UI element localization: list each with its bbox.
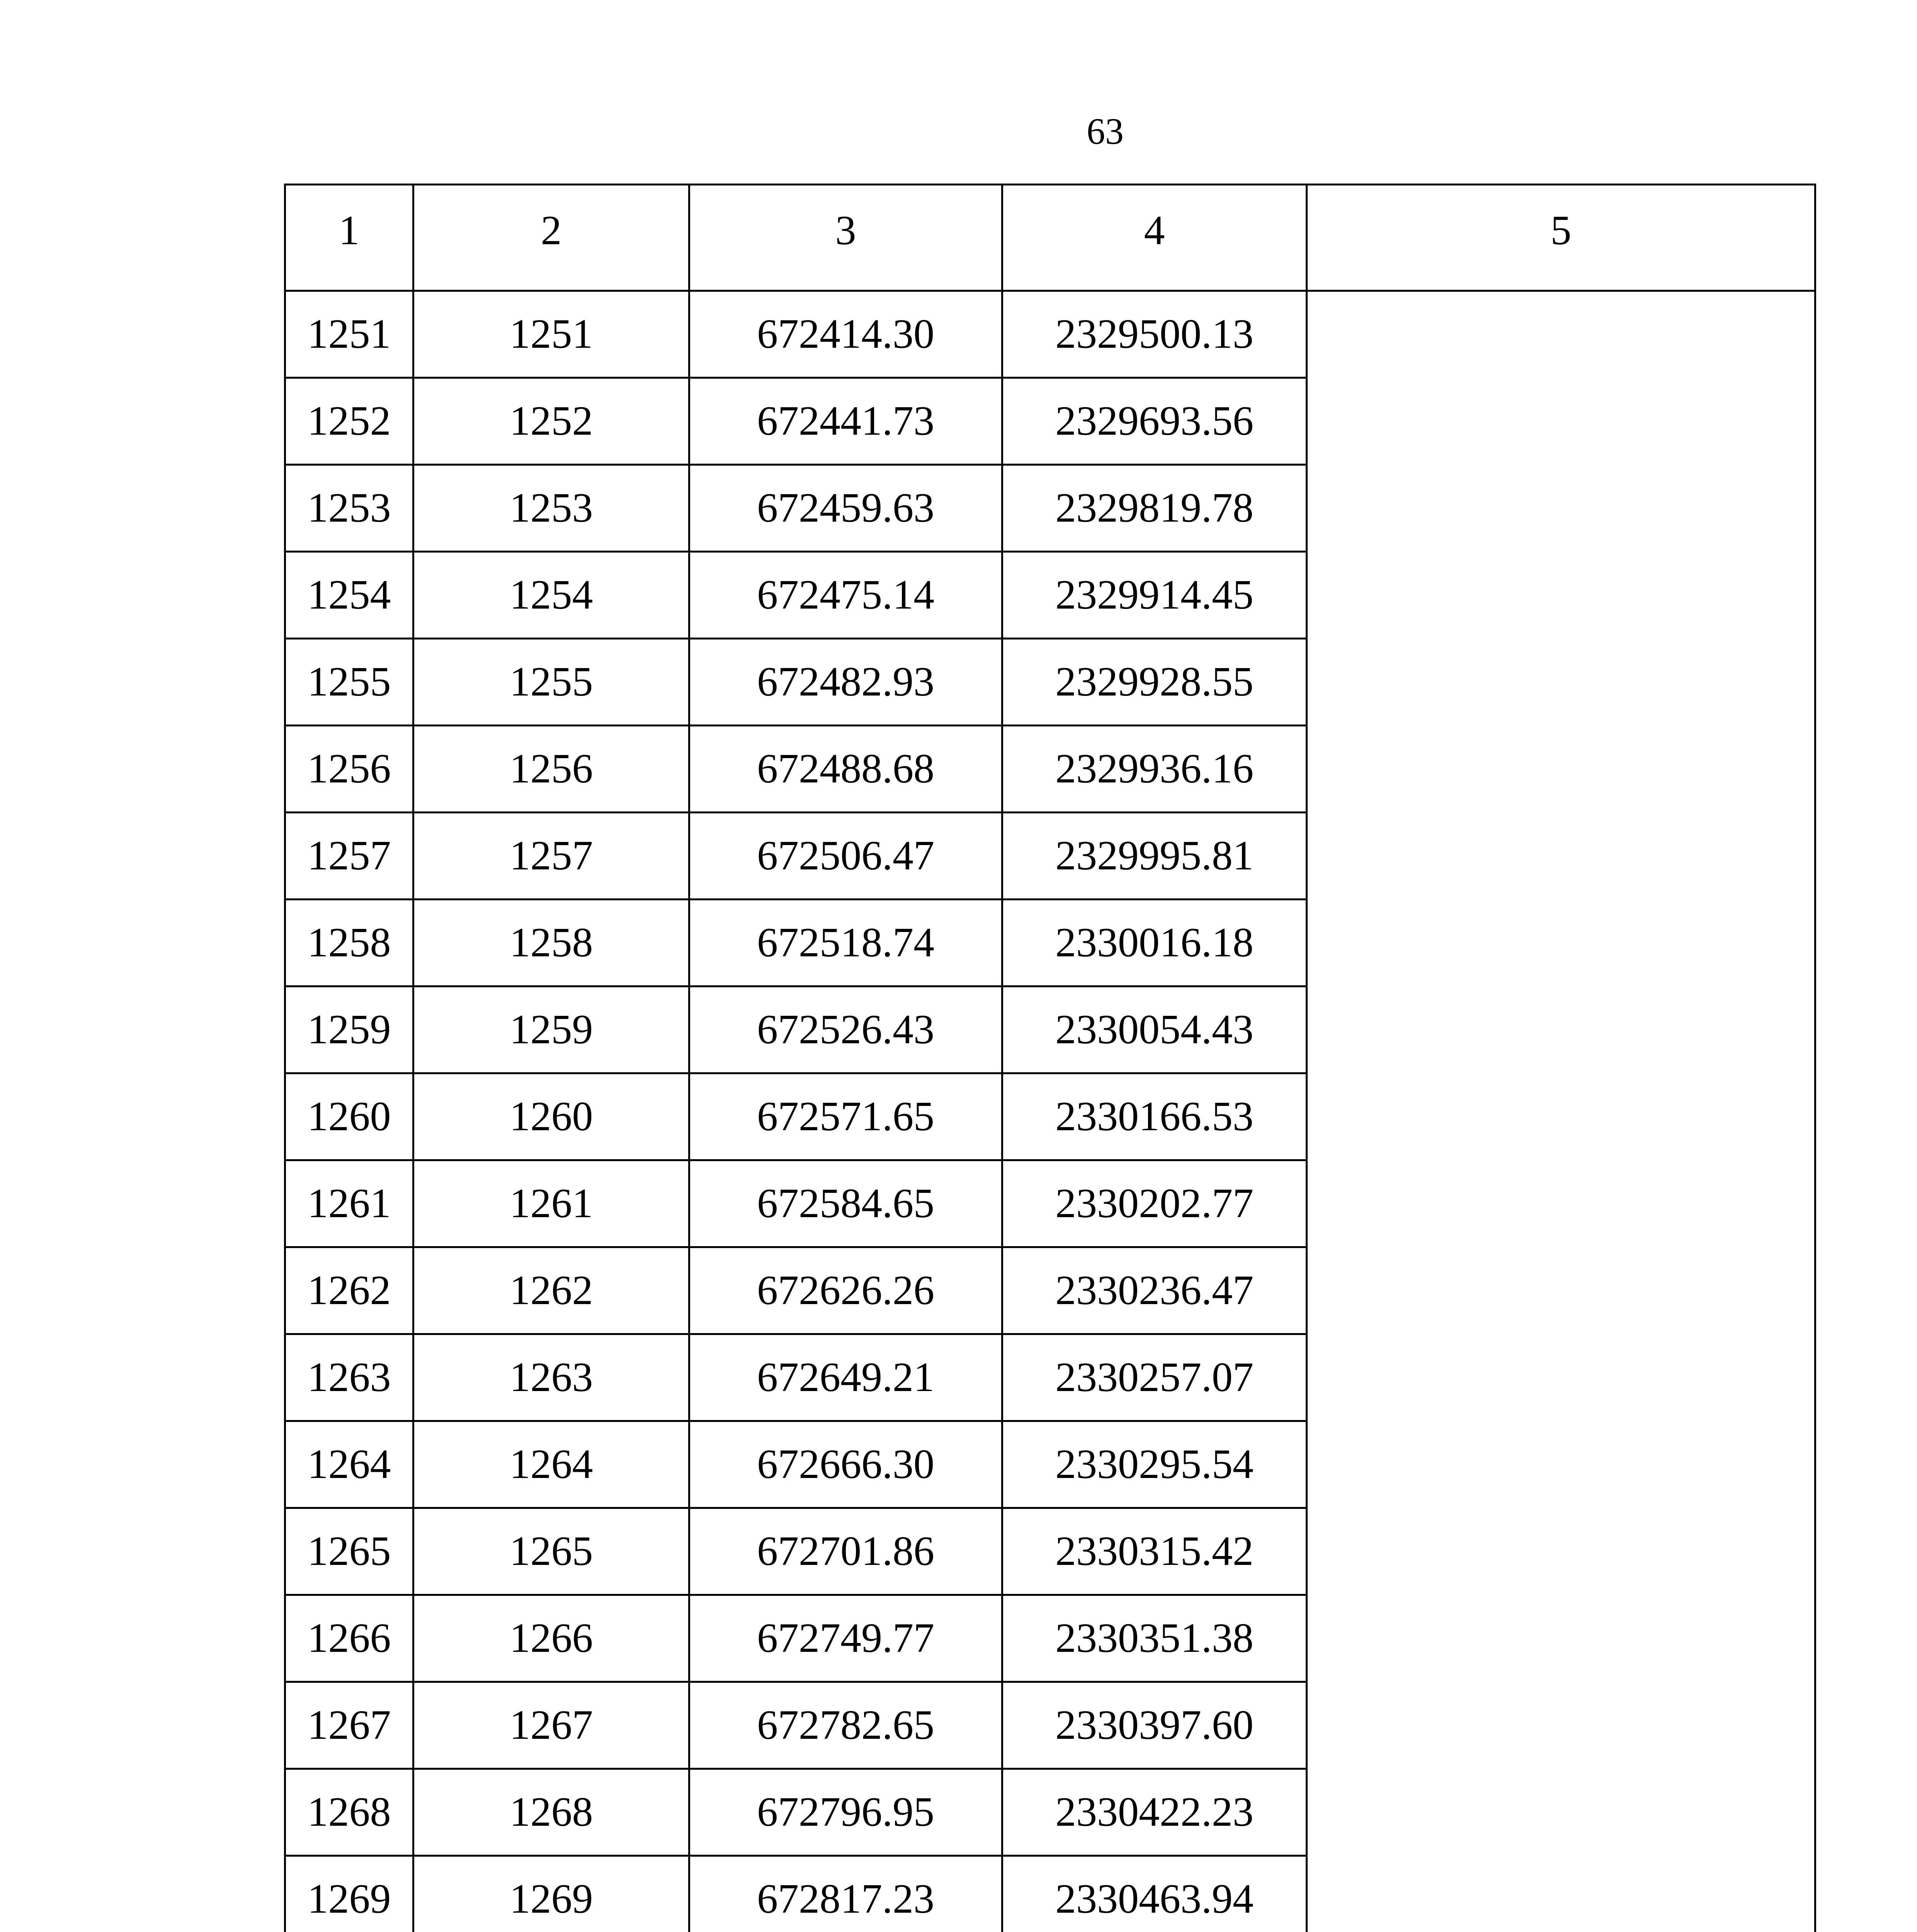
cell-x-coordinate: 672459.63 <box>689 465 1002 552</box>
cell-point-number: 1265 <box>285 1508 413 1595</box>
column-header-1: 1 <box>285 185 413 291</box>
cell-point-id: 1264 <box>413 1421 689 1508</box>
cell-x-coordinate: 672571.65 <box>689 1073 1002 1160</box>
cell-point-number: 1257 <box>285 813 413 900</box>
cell-point-number: 1269 <box>285 1856 413 1932</box>
cell-point-id: 1263 <box>413 1334 689 1421</box>
cell-point-id: 1265 <box>413 1508 689 1595</box>
cell-y-coordinate: 2330463.94 <box>1002 1856 1307 1932</box>
page-number: 63 <box>1087 111 1124 152</box>
cell-y-coordinate: 2330295.54 <box>1002 1421 1307 1508</box>
cell-point-id: 1269 <box>413 1856 689 1932</box>
cell-point-id: 1253 <box>413 465 689 552</box>
cell-y-coordinate: 2330315.42 <box>1002 1508 1307 1595</box>
cell-point-number: 1255 <box>285 639 413 726</box>
cell-y-coordinate: 2329693.56 <box>1002 378 1307 465</box>
cell-point-id: 1267 <box>413 1682 689 1769</box>
cell-point-number: 1263 <box>285 1334 413 1421</box>
column-header-3: 3 <box>689 185 1002 291</box>
cell-point-id: 1255 <box>413 639 689 726</box>
cell-point-id: 1262 <box>413 1247 689 1334</box>
cell-y-coordinate: 2330202.77 <box>1002 1160 1307 1247</box>
column-header-4: 4 <box>1002 185 1307 291</box>
cell-x-coordinate: 672626.26 <box>689 1247 1002 1334</box>
table-header <box>285 185 1815 291</box>
cell-y-coordinate: 2329500.13 <box>1002 291 1307 378</box>
cell-x-coordinate: 672666.30 <box>689 1421 1002 1508</box>
cell-y-coordinate: 2329928.55 <box>1002 639 1307 726</box>
cell-point-number: 1259 <box>285 986 413 1073</box>
cell-point-number: 1261 <box>285 1160 413 1247</box>
cell-y-coordinate: 2329995.81 <box>1002 813 1307 900</box>
cell-x-coordinate: 672482.93 <box>689 639 1002 726</box>
cell-y-coordinate: 2329936.16 <box>1002 726 1307 813</box>
cell-notes-empty <box>1307 291 1815 1932</box>
cell-point-id: 1258 <box>413 900 689 986</box>
cell-point-number: 1264 <box>285 1421 413 1508</box>
cell-point-id: 1260 <box>413 1073 689 1160</box>
column-header-2: 2 <box>413 185 689 291</box>
column-header-5: 5 <box>1307 185 1815 291</box>
cell-point-id: 1252 <box>413 378 689 465</box>
cell-point-number: 1258 <box>285 900 413 986</box>
cell-y-coordinate: 2330016.18 <box>1002 900 1307 986</box>
table-body <box>285 291 1815 1932</box>
cell-point-number: 1253 <box>285 465 413 552</box>
cell-point-id: 1259 <box>413 986 689 1073</box>
cell-x-coordinate: 672649.21 <box>689 1334 1002 1421</box>
cell-point-id: 1268 <box>413 1769 689 1856</box>
cell-x-coordinate: 672506.47 <box>689 813 1002 900</box>
cell-y-coordinate: 2330054.43 <box>1002 986 1307 1073</box>
cell-x-coordinate: 672488.68 <box>689 726 1002 813</box>
cell-y-coordinate: 2330422.23 <box>1002 1769 1307 1856</box>
cell-x-coordinate: 672584.65 <box>689 1160 1002 1247</box>
header-row <box>285 185 1815 291</box>
cell-point-number: 1254 <box>285 552 413 639</box>
cell-y-coordinate: 2330236.47 <box>1002 1247 1307 1334</box>
cell-x-coordinate: 672782.65 <box>689 1682 1002 1769</box>
table-row <box>285 291 1815 378</box>
cell-point-number: 1266 <box>285 1595 413 1682</box>
cell-point-number: 1267 <box>285 1682 413 1769</box>
cell-point-id: 1266 <box>413 1595 689 1682</box>
cell-point-id: 1251 <box>413 291 689 378</box>
cell-y-coordinate: 2330351.38 <box>1002 1595 1307 1682</box>
cell-x-coordinate: 672817.23 <box>689 1856 1002 1932</box>
cell-y-coordinate: 2330166.53 <box>1002 1073 1307 1160</box>
cell-x-coordinate: 672701.86 <box>689 1508 1002 1595</box>
cell-point-number: 1256 <box>285 726 413 813</box>
cell-point-id: 1254 <box>413 552 689 639</box>
cell-point-number: 1251 <box>285 291 413 378</box>
cell-y-coordinate: 2330397.60 <box>1002 1682 1307 1769</box>
cell-y-coordinate: 2329819.78 <box>1002 465 1307 552</box>
cell-point-id: 1261 <box>413 1160 689 1247</box>
cell-x-coordinate: 672796.95 <box>689 1769 1002 1856</box>
coordinates-table <box>284 184 1816 1932</box>
cell-point-number: 1252 <box>285 378 413 465</box>
cell-y-coordinate: 2329914.45 <box>1002 552 1307 639</box>
cell-x-coordinate: 672749.77 <box>689 1595 1002 1682</box>
cell-x-coordinate: 672441.73 <box>689 378 1002 465</box>
cell-x-coordinate: 672526.43 <box>689 986 1002 1073</box>
cell-x-coordinate: 672475.14 <box>689 552 1002 639</box>
cell-y-coordinate: 2330257.07 <box>1002 1334 1307 1421</box>
cell-point-id: 1257 <box>413 813 689 900</box>
cell-point-number: 1268 <box>285 1769 413 1856</box>
cell-point-number: 1262 <box>285 1247 413 1334</box>
cell-point-number: 1260 <box>285 1073 413 1160</box>
cell-x-coordinate: 672414.30 <box>689 291 1002 378</box>
cell-x-coordinate: 672518.74 <box>689 900 1002 986</box>
cell-point-id: 1256 <box>413 726 689 813</box>
